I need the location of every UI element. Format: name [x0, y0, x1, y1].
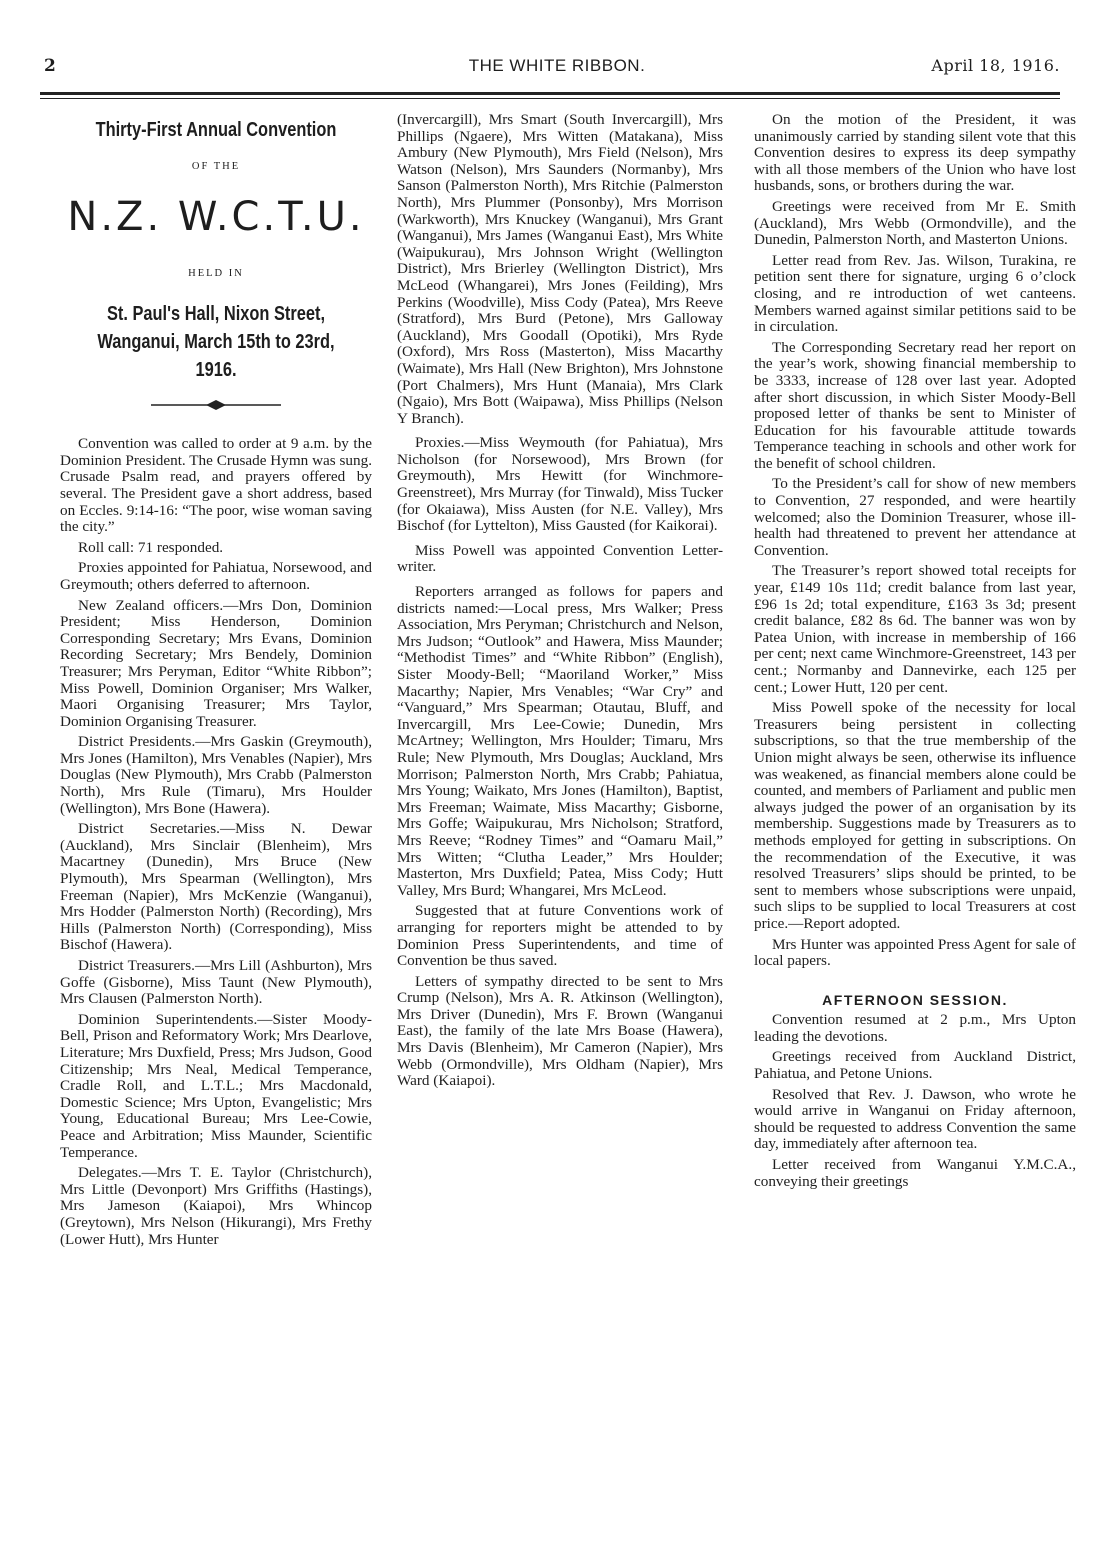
- page-number: 2: [44, 56, 56, 76]
- paragraph: Proxies appointed for Pahiatua, Norsewood, and Greymouth; others deferred to afternoon.: [60, 559, 372, 593]
- paragraph: Suggested that at future Conventions work of arranging for reporters might be attended to by Dominion Press Superintendents, and time of Convention be thus saved.: [397, 902, 723, 970]
- paragraph: On the motion of the President, it was unanimously carried by standing silent vote that this Convention desires to express its deep sympathy with all those members of the Union who have lost husbands, sons, or brothers during the war.: [754, 111, 1076, 195]
- paragraph: Miss Powell spoke of the necessity for local Treasurers being persistent in collecting subscriptions, so that the true membership of the Union might always be seen, otherwise its influence was weakened, as financial members alone could be counted, and members of Parliament and public men always judged the power of an organisation by its membership. Suggestions made by Treasurers as to methods employed for getting in subscriptions. On the recommendation of the Executive, it was resolved Treasurers’ slips should be printed, to be sent to members whose subscriptions were unpaid, such slips to be supplied to local Treasurers at cost price.—Report adopted.: [754, 699, 1076, 932]
- column-1: [60, 112, 372, 1252]
- paragraph: (Invercargill), Mrs Smart (South Invercargill), Mrs Phillips (Ngaere), Mrs Witten (Matakana), Miss Ambury (New Plymouth), Mrs Field (Nelson), Mrs Watson (Nelson), Mrs Saunders (Normanby), Mrs Sanson (Palmerston North), Mrs Ritchie (Palmerston North), Mrs Plummer (Ponsonby), Mrs Morrison (Warkworth), Mrs Knuckey (Wanganui), Mrs Grant (Wanganui), Mrs James (Wanganui East), Mrs White (Waipukurau), Mrs Johnson Wright (Wellington District), Mrs Brierley (Wellington District), Mrs McLeod (Whangarei), Mrs Jones (Feilding), Mrs Perkins (Woodville), Miss Cody (Patea), Mrs Reeve (Stratford), Mrs Burd (Petone), Mrs Galloway (Auckland), Mrs Goodall (Opotiki), Mrs Ryde (Oxford), Mrs Ross (Masterton), Miss Macarthy (Waimate), Mrs Hall (New Brighton), Mrs Johnstone (Port Chalmers), Mrs Hunt (Manaia), Mrs Clark (Ngaio), Mrs Bott (Waipawa), Miss Phillips (Nelson Y Branch).: [397, 111, 723, 427]
- column-2: [397, 112, 723, 1094]
- of-the-caption: OF THE: [191, 161, 241, 172]
- paragraph: The Treasurer’s report showed total receipts for year, £149 10s 11d; credit balance from last year, £96 1s 2d; total expenditure, £163 3s 3d; present credit balance, £82 8s 6d. The banner was won by Patea Union, with increase in membership of 166 per cent; next came Winchmore-Greenstreet, 143 per cent.; Normanby and Dannevirke, each 125 per cent.; Lower Hutt, 120 per cent.: [754, 562, 1076, 696]
- paragraph: To the President’s call for show of new members to Convention, 27 responded, and were heartily welcomed; also the Dominion Treasurer, whose ill-health had threatened to prevent her attendance at Convention.: [754, 475, 1076, 559]
- paragraph: Greetings were received from Mr E. Smith (Auckland), Mrs Webb (Ormondville), and the Dunedin, Palmerston North, and Masterton Unions.: [754, 197, 1076, 249]
- paragraph: Greetings received from Auckland District, Pahiatua, and Petone Unions.: [754, 1048, 1076, 1083]
- paragraph: Convention resumed at 2 p.m., Mrs Upton leading the devotions.: [754, 1011, 1076, 1045]
- paragraph: New Zealand officers.—Mrs Don, Dominion President; Miss Henderson, Dominion Corresponding Secretary; Mrs Evans, Dominion Recording Secretary; Mrs Bendely, Dominion Treasurer; Mrs Peryman, Editor “White Ribbon”; Miss Powell, Dominion Organiser; Mrs Walker, Maori Organising Treasurer; Mrs Taylor, Dominion Organising Treasurer.: [60, 596, 372, 730]
- paragraph: Miss Powell was appointed Convention Letter-writer.: [397, 541, 723, 576]
- afternoon-session-heading: AFTERNOON SESSION.: [822, 991, 1008, 1008]
- paragraph: Letter received from Wanganui Y.M.C.A., conveying their greetings: [754, 1156, 1076, 1190]
- article-title: Thirty-First Annual Convention: [95, 119, 337, 141]
- header-rule: [40, 92, 1060, 99]
- publication-title: THE WHITE RIBBON.: [468, 56, 646, 75]
- paragraph: Letter read from Rev. Jas. Wilson, Turakina, re petition sent there for signature, urging 6 o’clock closing, and re introduction of wet canteens. Members warned against similar petitions said to be in circulation.: [754, 251, 1076, 336]
- paragraph: The Corresponding Secretary read her report on the year’s work, showing financial membership to be 3333, increase of 128 over last year. Adopted after short discussion, in which Sister Moody-Bell proposed letter of thanks be sent to Minister of Education for his favourable attitude towards Temperance teaching in schools and other work for the benefit of school children.: [754, 338, 1076, 472]
- article-title-block: [60, 117, 372, 412]
- issue-date: April 18, 1916.: [931, 56, 1060, 75]
- paragraph: District Secretaries.—Miss N. Dewar (Auckland), Mrs Sinclair (Blenheim), Mrs Macartney (Dunedin), Mrs Bruce (New Plymouth), Mrs Spearman (Wellington), Mrs Freeman (Napier), Mrs McKenzie (Wanganui), Mrs Hodder (Palmerston North) (Recording), Mrs Hills (Palmerston North) (Corresponding), Miss Bischof (Hawera).: [60, 820, 372, 954]
- paragraph: Roll call: 71 responded.: [78, 538, 224, 556]
- paragraph: District Presidents.—Mrs Gaskin (Greymouth), Mrs Jones (Hamilton), Mrs Venables (Napier), Mrs Douglas (New Plymouth), Mrs Crabb (Palmerston North), Mrs Rule (Timaru), Mrs Houlder (Wellington), Mrs Bone (Hawera).: [60, 733, 372, 817]
- venue-line: St. Paul's Hall, Nixon Street, Wanganui, March 15th to 23rd, 1916.: [97, 303, 335, 382]
- paragraph: Resolved that Rev. J. Dawson, who wrote he would arrive in Wanganui on Friday afternoon, should be requested to address Convention the same day, immediately after afternoon tea.: [754, 1085, 1076, 1153]
- paragraph: District Treasurers.—Mrs Lill (Ashburton), Mrs Goffe (Gisborne), Miss Taunt (New Plymouth), Mrs Clausen (Palmerston North).: [60, 957, 372, 1008]
- paragraph: Reporters arranged as follows for papers and districts named:—Local press, Mrs Walker; Press Association, Mrs Peryman; Christchurch and Nelson, Mrs Judson; “Outlook” and Hawera, Miss Maunder; “Methodist Times” and “White Ribbon” (English), Sister Moody-Bell; “Maoriland Worker,” Miss Macarthy; Napier, Mrs Venables; “War Cry” and “Vanguard,” Mrs Spearman; Otautau, Bluff, and Invercargill, Mrs Lee-Cowie; Dunedin, Mrs McArtney; Wellington, Mrs Houlder; Timaru, Mrs Rule; New Plymouth, Mrs Douglas; Auckland, Mrs Morrison; Palmerston North, Mrs Crabb; Pahiatua, Mrs Young; Waikato, Mrs Jones (Hamilton), Baptist, Mrs Freeman; Waimate, Miss Macarthy; Gisborne, Mrs Goffe; Waipukurau, Mrs Nicholson; Stratford, Mrs Reeve; “Rodney Times” and “Oamaru Mail,” Mrs Witten; “Clutha Leader,” Mrs Houlder; Masterton, Mrs Duxfield; Patea, Miss Cody; Hutt Valley, Mrs Burd; Whangarei, Mrs McLeod.: [397, 583, 723, 899]
- paragraph: Proxies.—Miss Weymouth (for Pahiatua), Mrs Nicholson (for Norsewood), Mrs Brown (for Greymouth), Mrs Hewitt (for Winchmore-Greenstreet), Mrs Murray (for Tinwald), Miss Tucker (for Okaiawa), Miss Austen (for N.E. Valley), Mrs Bischof (for Lyttelton), Miss Gausted (for Kaikorai).: [397, 434, 723, 535]
- organization-name: N.Z. W.C.T.U.: [67, 193, 365, 240]
- column-3: [754, 112, 1076, 1194]
- paragraph: Convention was called to order at 9 a.m. by the Dominion President. The Crusade Hymn was sung. Crusade Psalm read, and prayers offered by several. The President gave a short address, based on Eccles. 9:14-16: “The poor, wise woman saving the city.”: [60, 435, 372, 536]
- held-in-caption: HELD IN: [188, 267, 244, 279]
- page-header: [0, 56, 1114, 86]
- paragraph: Dominion Superintendents.—Sister Moody-Bell, Prison and Reformatory Work; Mrs Dearlove, Literature; Mrs Duxfield, Press; Mrs Judson, Good Citizenship; Mrs Neal, Medical Temperance, Cradle Roll, and L.T.L.; Mrs Macdonald, Domestic Science; Mrs Upton, Evangelistic; Mrs Young, Educational Bureau; Mrs Lee-Cowie, Peace and Arbitration; Miss Maunder, Scientific Temperance.: [60, 1010, 372, 1161]
- paragraph: Letters of sympathy directed to be sent to Mrs Crump (Nelson), Mrs A. R. Atkinson (Wellington), Mrs Driver (Dunedin), Mrs F. Brown (Wanganui East), the family of the late Mrs Boase (Hawera), Mrs Davis (Blenheim), Mr Cameron (Napier), Mrs Webb (Ormondville), Mrs Oldham (Napier), Mrs Ward (Kaiapoi).: [397, 972, 723, 1090]
- paragraph: Mrs Hunter was appointed Press Agent for sale of local papers.: [754, 935, 1076, 970]
- paragraph: Delegates.—Mrs T. E. Taylor (Christchurch), Mrs Little (Devonport) Mrs Griffiths (Hastings), Mrs Jameson (Kaiapoi), Mrs Whincop (Greytown), Mrs Nelson (Hikurangi), Mrs Frethy (Lower Hutt), Mrs Hunter: [60, 1164, 372, 1248]
- ornament-divider-icon: [151, 398, 281, 412]
